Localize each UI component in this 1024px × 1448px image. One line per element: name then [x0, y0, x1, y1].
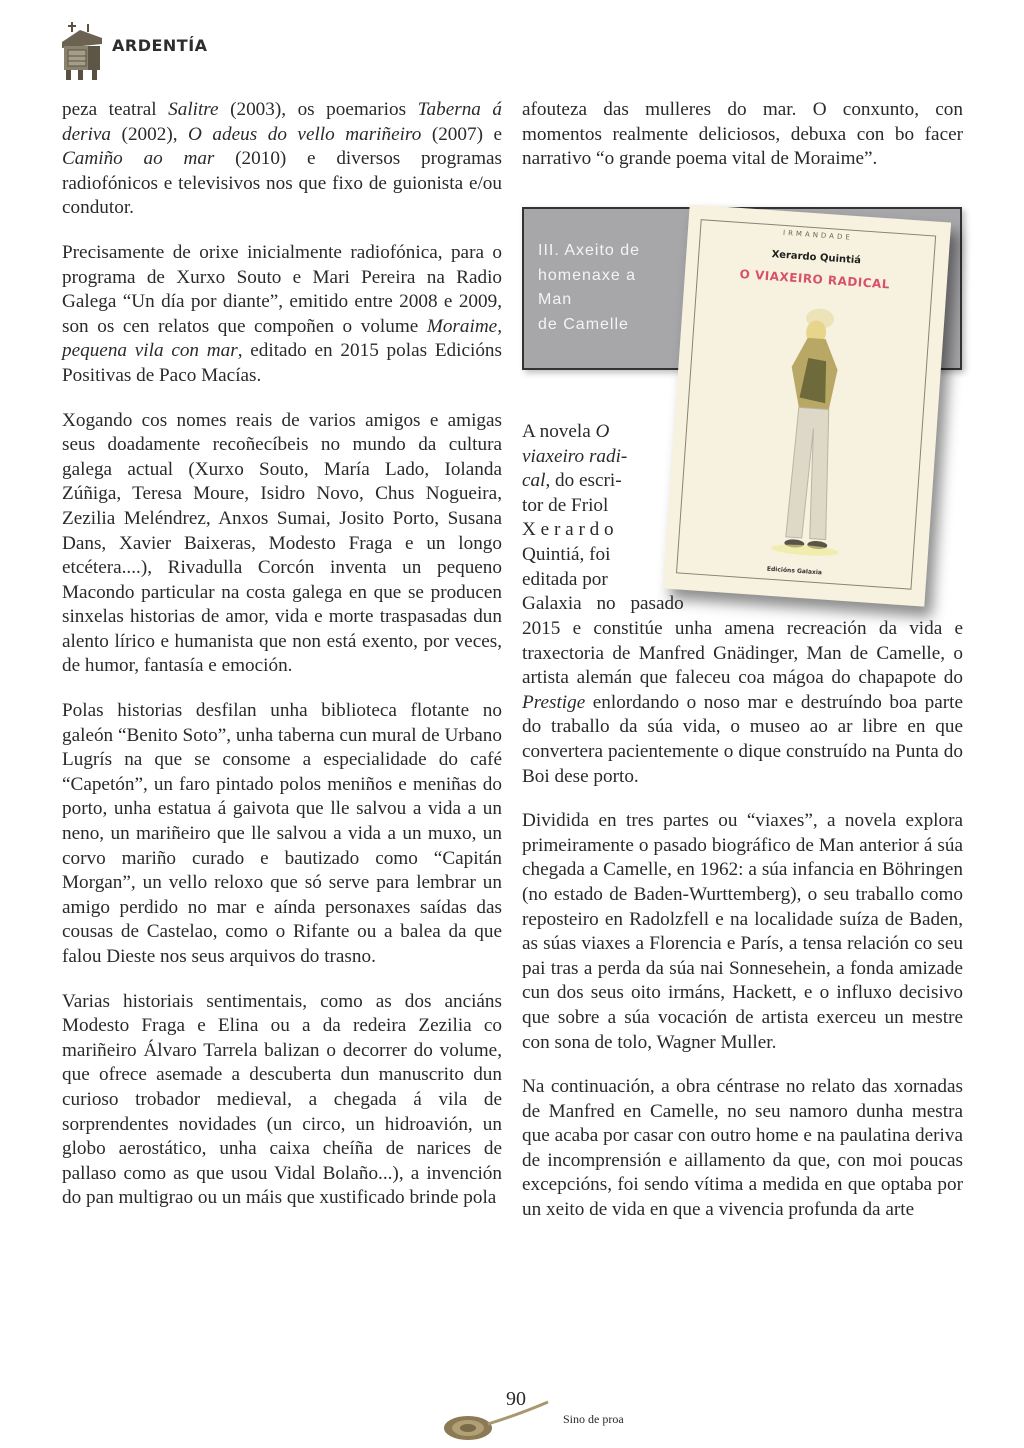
figure-caption: III. Axeito de homenaxe a Man de Camelle [538, 242, 641, 333]
book-series: IRMANDADE [782, 228, 854, 242]
text-line: A novela O [522, 421, 610, 442]
paragraph: Na continuación, a obra céntrase no relato das xornadas de Manfred en Camelle, no seu namoro dunha mestra que acaba por casar con outro home e na paulatina deriva de incomprensión e aillamento da que, con moi poucas excepcións, foi sendo vítima a medida en que optaba por un xeito de vida en que a vivencia profunda da arte [522, 1076, 963, 1221]
paragraph: peza teatral Salitre (2003), os poemarios Taberna á deriva (2002), O adeus do vello mariñeiro (2007) e Camiño ao mar (2010) e diversos programas radiofónicos e televisivos nos que fixo de guionista e/ou condutor. [62, 99, 503, 219]
work-title: Salitre [168, 99, 219, 120]
paragraph: Xogando cos nomes reais de varios amigos e amigas seus doadamente recoñecíbeis no mundo da cultura galega actual (Xurxo Souto, María Lado, Iolanda Zúñiga, Teresa Moure, Isidro Novo, Chus Nogueira, Zezilia Meléndrez, Anxos Sumai, Josito Porto, Susana Dans, Xavier Baixeras, Modesto Fraga e un longo etcétera....), Rivadulla Corcón inventa un pequeno Macondo particular na costa galega en que se producen sinxelas historias de amor, vida e morte traspasadas dun alento lírico e humanista que non está exento, por veces, de humor, fantasía e emoción. [62, 409, 502, 677]
text-line: tor de Friol [522, 494, 609, 516]
paragraph: Polas historias desfilan unha biblioteca flotante no galeón “Benito Soto”, unha taberna cun mural de Urbano Lugrís na que se consome a especialidade do café “Capetón”, un faro pintado polos meniños e meniñas do porto, unha estatua á gaivota que lle salvou a vida a un neno, un mariñeiro que lle salvou a vida a un muxo, un corvo mariño curado e bautizado como “Capitán Morgan”, un vello reloxo que só serve para lembrar un amigo perdido no mar e aínda personaxes saídas das cousas de Castelao, como o Rifante ou a balea da que falou Dieste nos seus arquivos do trasno. [62, 700, 502, 967]
book-publisher: Edicións Galaxia [766, 565, 823, 577]
text-line: viaxeiro radi- [522, 445, 628, 467]
work-title: Prestige [522, 691, 586, 713]
paragraph: Dividida en tres partes ou “viaxes”, a novela explora primeiramente o pasado biográfico de Man anterior á súa chegada a Camelle, en 1962: a súa infancia en Böhringen (no estado de Baden-Wurttemberg), o seu traballo como reposteiro en Radolzfell e na localidade suíza de Baden, as súas viaxes a Florencia e París, a tensa relación co seu pai tras a perda da súa nai Sonnesehein, a fonda amizade cun dos seus oito irmáns, Hackett, e o influxo decisivo que sobre a súa vocación de artista exerceu un mestre con sona de tolo, Wagner Muller. [522, 810, 963, 1053]
masthead-title: ARDENTÍA [112, 36, 208, 55]
journal-name: Sino de proa [563, 1412, 624, 1426]
page-header [58, 14, 318, 84]
text-line: editada por [522, 568, 608, 590]
man-figure-illustration [748, 295, 877, 572]
work-title: Moraime, pequena vila con mar [62, 315, 502, 362]
book-cover-frame [676, 219, 936, 590]
work-title: Camiño ao mar [62, 148, 215, 170]
float-wrap-text [522, 420, 652, 592]
paragraph: afouteza das mulleres do mar. O conxunto, con momentos realmente deliciosos, debuxa con bo facer narrativo “o grande poema vital de Moraime”. [522, 99, 963, 170]
page-footer [440, 1388, 700, 1444]
paragraph: Precisamente de orixe inicialmente radiofónica, para o programa de Xurxo Souto e Mari Pereira na Radio Galega “Un día por diante”, emitido entre 2008 e 2009, son os cen relatos que compoñen o volume Moraime, pequena vila con mar, editado en 2015 polas Edicións Positivas de Paco Macías. [62, 241, 502, 386]
text-line: Quintiá, foi [522, 543, 611, 565]
paragraph: 2015 e constitúe unha amena recreación da vida e traxectoria de Manfred Gnädinger, Man de Camelle, o artista alemán que faleceu coa mágoa do chapapote do Prestige enlordando o noso mar e destruíndo boa parte do traballo da súa vida, o museo ao ar libre en que convertera pacientemente o dique construído na Punta do Boi dese porto. [522, 618, 963, 787]
text-line: Galaxia no pasado [522, 593, 684, 614]
work-title: Taberna á deriva [62, 99, 502, 145]
book-title: O VIAXEIRO RADICAL [739, 267, 891, 292]
page-number: 90 [506, 1388, 526, 1410]
right-column-intro [522, 98, 963, 172]
book-author: Xerardo Quintiá [771, 249, 862, 267]
text-line: X e r a r d o [522, 519, 614, 541]
right-column-body [522, 617, 963, 1243]
spiral-shell-icon [440, 1398, 550, 1442]
book-cover-image [663, 204, 951, 606]
paragraph: Varias historiais sentimentais, como as dos anciáns Modesto Fraga e Elina ou a da redeira Zezilia co mariñeiro Álvaro Tarrela balizan o decorrer do volume, que ofrece asemade a descuberta dun manuscrito dun curioso trobador medieval, a chegada á vila de sorprendentes novidades (un circo, un hidroavión, un globo aerostático, unha caixa cheíña de narices de pallaso como as que usou Vidal Bolaño...), a invención do pan multigrao ou un máis que xustificado brinde pola [62, 990, 502, 1209]
text-line: cal, do escri- [522, 470, 622, 492]
horreo-icon [58, 20, 106, 84]
left-column [62, 98, 502, 1231]
work-title: O adeus do vello mariñeiro [188, 123, 422, 145]
